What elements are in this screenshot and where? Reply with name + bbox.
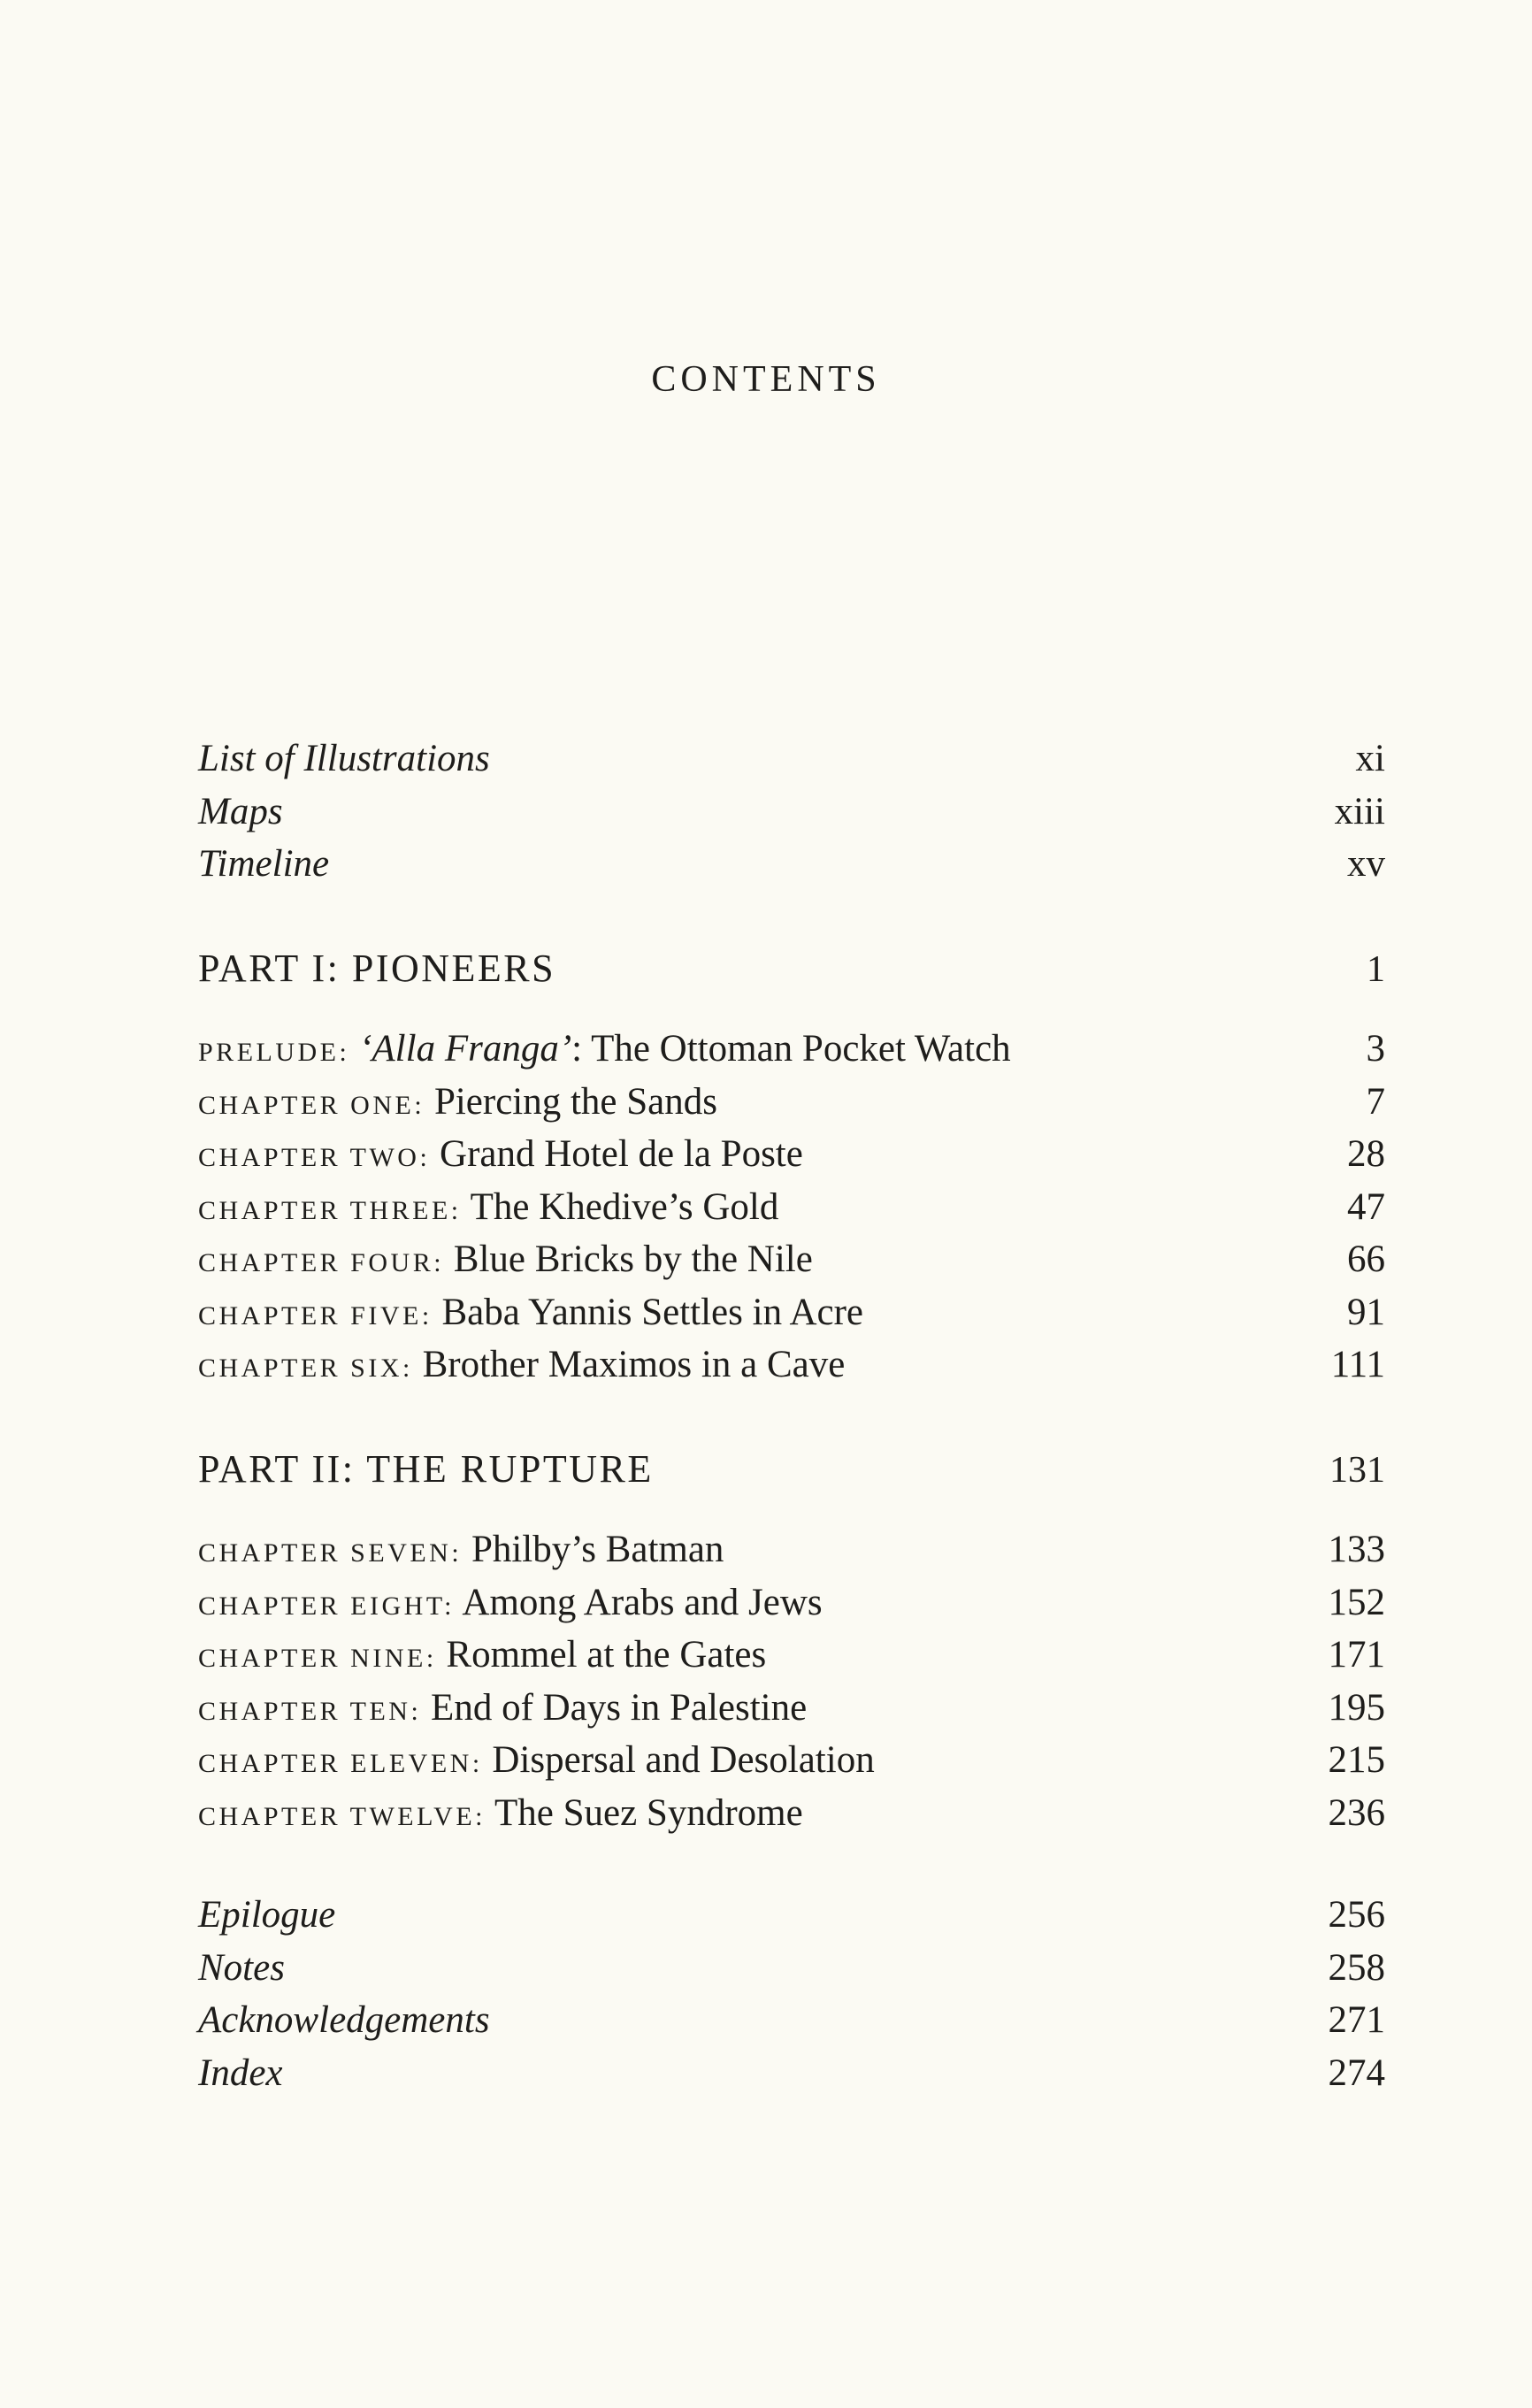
toc-entry-chapter-four[interactable]	[198, 1233, 1385, 1286]
entry-page: 133	[1328, 1529, 1385, 1570]
entry-page: 195	[1328, 1686, 1385, 1729]
entry-page: 111	[1330, 1344, 1385, 1385]
entry-title: The Khedive’s Gold	[470, 1185, 779, 1228]
entry-title: Brother Maximos in a Cave	[422, 1344, 846, 1385]
entry-page: 3	[1366, 1028, 1385, 1070]
toc-part-heading-1[interactable]	[198, 942, 1385, 995]
entry-title: Maps	[198, 790, 283, 832]
entry-title	[198, 1023, 1011, 1079]
entry-page: xi	[1355, 738, 1385, 779]
entry-page: 7	[1366, 1080, 1385, 1123]
entry-page: 171	[1328, 1634, 1385, 1676]
entry-page: 66	[1347, 1239, 1385, 1280]
toc-entry-chapter-twelve[interactable]	[198, 1787, 1385, 1840]
toc-entry-chapter-eleven[interactable]	[198, 1734, 1385, 1787]
entry-title-rest: : The Ottoman Pocket Watch	[571, 1028, 1011, 1070]
entry-page: 215	[1328, 1739, 1385, 1781]
entry-title: Timeline	[198, 843, 330, 885]
entry-title: Dispersal and Desolation	[492, 1739, 875, 1781]
entry-title: Piercing the Sands	[433, 1080, 718, 1123]
chapter-label: CHAPTER SIX:	[198, 1354, 413, 1383]
chapter-label: CHAPTER FOUR:	[198, 1248, 445, 1277]
entry-page: 258	[1328, 1946, 1385, 1989]
entry-page: 28	[1347, 1133, 1385, 1175]
toc-entry-chapter-one[interactable]	[198, 1076, 1385, 1129]
entry-title: Notes	[198, 1946, 285, 1989]
toc-entry-acknowledgements[interactable]	[198, 1994, 1385, 2047]
entry-page: 236	[1328, 1791, 1385, 1834]
chapter-label: CHAPTER ELEVEN:	[198, 1749, 483, 1778]
toc-entry-chapter-six[interactable]	[198, 1338, 1385, 1392]
toc-entry-prelude[interactable]	[198, 1023, 1385, 1076]
entry-title: Rommel at the Gates	[446, 1634, 767, 1676]
toc-entry-chapter-eight[interactable]	[198, 1576, 1385, 1630]
toc-entry-index[interactable]	[198, 2047, 1385, 2100]
entry-title: Index	[198, 2051, 283, 2094]
toc-entry-notes[interactable]	[198, 1942, 1385, 1995]
toc-entry-chapter-seven[interactable]	[198, 1523, 1385, 1576]
toc-entry-list-of-illustrations[interactable]	[198, 732, 1385, 786]
entry-title: The Suez Syndrome	[494, 1791, 803, 1834]
toc-entry-timeline[interactable]	[198, 838, 1385, 891]
entry-page: xiii	[1334, 790, 1385, 832]
toc-part-heading-2[interactable]	[198, 1443, 1385, 1496]
entry-page: 152	[1328, 1581, 1385, 1623]
entry-page: 47	[1347, 1185, 1385, 1228]
entry-page: 271	[1328, 1999, 1385, 2041]
chapter-label: CHAPTER NINE:	[198, 1644, 437, 1673]
part-page: 1	[1367, 948, 1385, 990]
chapter-label: CHAPTER TWELVE:	[198, 1801, 486, 1831]
part-page: 131	[1329, 1449, 1385, 1491]
entry-title: Philby’s Batman	[471, 1529, 724, 1570]
entry-title: Epilogue	[198, 1894, 336, 1936]
toc-entry-chapter-two[interactable]	[198, 1128, 1385, 1181]
part-title: PART II: THE RUPTURE	[198, 1446, 654, 1491]
entry-title: Blue Bricks by the Nile	[453, 1239, 813, 1280]
entry-page: 91	[1347, 1291, 1385, 1333]
toc-entry-maps[interactable]	[198, 786, 1385, 839]
toc-entry-chapter-three[interactable]	[198, 1181, 1385, 1234]
toc-entry-chapter-ten[interactable]	[198, 1682, 1385, 1735]
chapter-label: CHAPTER EIGHT:	[198, 1591, 455, 1621]
chapter-label: CHAPTER FIVE:	[198, 1300, 433, 1331]
chapter-label: CHAPTER SEVEN:	[198, 1538, 463, 1568]
entry-title: End of Days in Palestine	[431, 1686, 808, 1729]
chapter-label: CHAPTER TWO:	[198, 1143, 431, 1172]
table-of-contents	[198, 732, 1385, 2099]
entry-title-italic: ‘Alla Franga’	[359, 1028, 572, 1070]
page-title: CONTENTS	[651, 359, 881, 400]
entry-title: Acknowledgements	[198, 1999, 490, 2041]
entry-title: List of Illustrations	[198, 738, 490, 779]
entry-page: 274	[1328, 2051, 1385, 2094]
chapter-label: CHAPTER THREE:	[198, 1195, 462, 1225]
chapter-label: CHAPTER ONE:	[198, 1090, 425, 1120]
entry-page: 256	[1328, 1894, 1385, 1936]
part-title: PART I: PIONEERS	[198, 946, 556, 990]
chapter-label: PRELUDE:	[198, 1038, 350, 1067]
entry-title: Among Arabs and Jews	[462, 1581, 823, 1623]
toc-entry-chapter-nine[interactable]	[198, 1629, 1385, 1682]
toc-entry-epilogue[interactable]	[198, 1889, 1385, 1942]
chapter-label: CHAPTER TEN:	[198, 1696, 422, 1726]
entry-title: Baba Yannis Settles in Acre	[441, 1291, 863, 1333]
entry-page: xv	[1347, 843, 1385, 885]
toc-entry-chapter-five[interactable]	[198, 1286, 1385, 1339]
entry-title: Grand Hotel de la Poste	[440, 1133, 803, 1175]
